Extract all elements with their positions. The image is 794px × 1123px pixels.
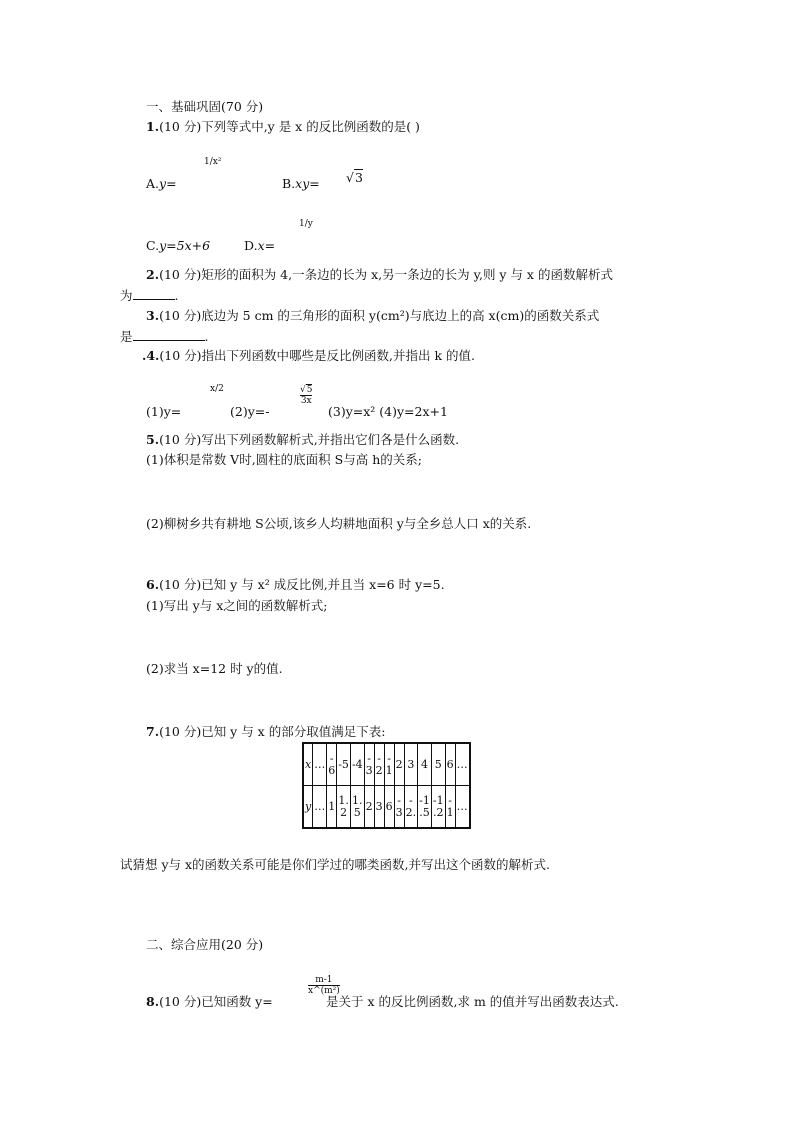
question-3 (146, 308, 599, 324)
question-number: 2. (146, 267, 160, 282)
question-6 (146, 577, 445, 593)
question-number: 5. (146, 432, 160, 447)
table-cell: - 3 (364, 743, 374, 786)
fraction-denominator: 3x (300, 396, 312, 406)
question-7-guess: 试猜想 y与 x的函数关系可能是你们学过的哪类函数,并写出这个函数的解析式. (120, 857, 551, 872)
question-number: 7. (146, 724, 160, 739)
fraction-denominator: x^(m²) (308, 986, 340, 996)
question-7 (146, 724, 385, 740)
question-3-answer-line (120, 328, 209, 345)
table-cell: 4 (418, 743, 432, 786)
table-cell: x (303, 743, 313, 786)
question-5-part-2: (2)柳树乡共有耕地 S公顷,该乡人均耕地面积 y与全乡总人口 x的关系. (146, 516, 532, 531)
option-c (146, 238, 210, 254)
table-cell: 6 (445, 743, 455, 786)
table-cell: 3 (374, 786, 384, 829)
section-title-applied: 二、综合应用(20 分) (146, 937, 264, 952)
option-expression: y=5x+6 (159, 238, 211, 253)
table-cell: … (313, 743, 327, 786)
option-expression: xy= (295, 176, 320, 191)
question-number: 1. (146, 119, 160, 134)
question-text: (10 分)指出下列函数中哪些是反比例函数,并指出 k 的值. (159, 348, 476, 363)
question-text: (10 分)写出下列函数解析式,并指出它们各是什么函数. (159, 432, 460, 447)
sqrt-three (346, 170, 363, 186)
table-cell: - 2. (404, 786, 418, 829)
option-label: B. (282, 176, 296, 191)
answer-end: . (204, 329, 209, 344)
table-cell: -1 .5 (418, 786, 432, 829)
question-text: (10 分)已知 y 与 x² 成反比例,并且当 x=6 时 y=5. (159, 577, 445, 592)
question-2 (146, 267, 613, 283)
table-cell: 6 (384, 786, 394, 829)
table-cell: … (455, 786, 470, 829)
section-title-basic: 一、基础巩固(70 分) (146, 99, 264, 114)
sqrt-symbol: √ (346, 170, 354, 185)
option-d-fraction: 1/y (299, 219, 313, 229)
table-cell: 1. 5 (350, 786, 364, 829)
function-1: (1)y= (146, 404, 182, 419)
table-row-x (303, 743, 470, 786)
table-cell: … (455, 743, 470, 786)
question-8-tail: 是关于 x 的反比例函数,求 m 的值并写出函数表达式. (326, 994, 619, 1009)
table-cell: 2 (394, 743, 404, 786)
table-cell: … (313, 786, 327, 829)
question-6-part-1: (1)写出 y与 x之间的函数解析式; (146, 598, 328, 613)
answer-prefix: 为 (120, 288, 133, 303)
option-a (146, 176, 177, 192)
question-6-part-2: (2)求当 x=12 时 y的值. (146, 661, 283, 676)
question-number: 3. (146, 308, 160, 323)
question-2-answer-line (120, 287, 179, 304)
function-2: (2)y=- (230, 404, 270, 419)
answer-blank[interactable] (133, 328, 205, 341)
question-1 (146, 119, 420, 135)
question-number: .4. (142, 348, 160, 363)
option-label: D. (244, 238, 258, 253)
fraction-x-over-2: x/2 (210, 384, 224, 394)
answer-end: . (174, 288, 179, 303)
fraction-m-minus-1 (308, 975, 340, 996)
fraction-numerator: m-1 (315, 975, 333, 985)
option-a-fraction: 1/x² (204, 157, 222, 167)
option-b (282, 176, 320, 192)
question-text: (10 分)已知 y 与 x 的部分取值满足下表: (159, 724, 386, 739)
table-cell: - 1 (384, 743, 394, 786)
option-d (244, 238, 275, 254)
question-text: (10 分)底边为 5 cm 的三角形的面积 y(cm²)与底边上的高 x(cm)的函数关系式 (159, 308, 600, 323)
option-expression: y= (159, 176, 177, 191)
table-cell: -1 .2 (431, 786, 445, 829)
table-row-y (303, 786, 470, 829)
table-cell: -5 (337, 743, 351, 786)
table-cell: -4 (350, 743, 364, 786)
question-number: 8. (146, 994, 160, 1009)
table-cell: 1 (327, 786, 337, 829)
sqrt-radicand: 3 (354, 170, 363, 185)
question-text: (10 分)已知函数 y= (159, 994, 273, 1009)
fraction-sqrt5-over-3x (300, 385, 312, 406)
fraction-numerator: √5 (300, 385, 313, 395)
table-cell: y (303, 786, 313, 829)
question-8 (146, 994, 273, 1010)
table-cell: - 1 (445, 786, 455, 829)
question-5-part-1: (1)体积是常数 V时,圆柱的底面积 S与高 h的关系; (146, 452, 422, 467)
answer-blank[interactable] (133, 287, 175, 300)
answer-prefix: 是 (120, 329, 133, 344)
table-cell: 3 (404, 743, 418, 786)
question-text: (10 分)矩形的面积为 4,一条边的长为 x,另一条边的长为 y,则 y 与 x 的函数解析式 (159, 267, 613, 282)
table-cell: - 6 (327, 743, 337, 786)
question-5 (146, 432, 459, 448)
function-3-4: (3)y=x² (4)y=2x+1 (328, 404, 448, 419)
value-table (302, 742, 471, 829)
option-label: A. (146, 176, 160, 191)
option-label: C. (146, 238, 160, 253)
question-number: 6. (146, 577, 160, 592)
table-cell: 1. 2 (337, 786, 351, 829)
table-cell: 5 (431, 743, 445, 786)
option-expression: x= (257, 238, 276, 253)
question-4 (142, 348, 475, 364)
table-cell: 2 (364, 786, 374, 829)
table-cell: - 2 (374, 743, 384, 786)
question-text: (10 分)下列等式中,y 是 x 的反比例函数的是( ) (159, 119, 420, 134)
table-cell: - 3 (394, 786, 404, 829)
